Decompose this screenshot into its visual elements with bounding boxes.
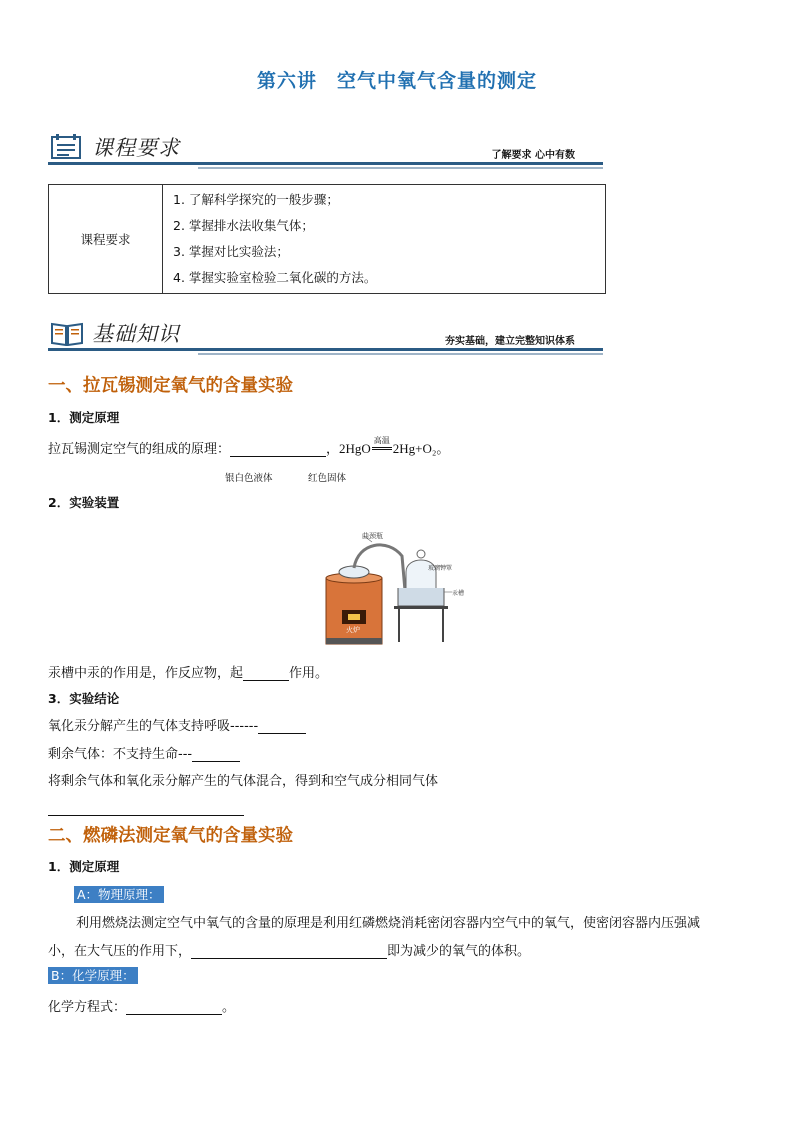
physics-principle-label: A：物理原理： — [74, 885, 164, 903]
mercury-text-end: 作用。 — [289, 666, 329, 681]
fill-blank — [230, 456, 326, 457]
label-trough: 汞槽 — [452, 590, 465, 597]
equation-condition: 高温 — [373, 436, 390, 445]
physics-text-end: 即为减少的氧气的体积。 — [387, 944, 531, 959]
chemical-equation-line — [48, 996, 235, 1015]
subheading: 1．测定原理 — [48, 859, 120, 874]
book-icon — [50, 320, 84, 346]
requirement-item: 4. 掌握实验室检验二氧化碳的方法。 — [173, 270, 377, 285]
lavoisier-apparatus-diagram — [318, 532, 470, 650]
conclusion-line — [48, 743, 240, 762]
requirement-item: 1. 了解科学探究的一般步骤； — [173, 192, 339, 207]
subheading: 3．实验结论 — [48, 691, 120, 706]
equation-right: 2Hg+O₂。 — [392, 441, 450, 456]
fill-blank — [48, 815, 244, 816]
banner-title: 基础知识 — [92, 322, 180, 346]
banner-divider-thin — [198, 167, 603, 169]
course-requirements-banner — [48, 132, 603, 172]
equation-left: ，2HgO — [326, 441, 371, 456]
banner-subtitle: 夯实基础，建立完整知识体系 — [445, 336, 575, 347]
page-title: 第六讲 空气中氧气含量的测定 — [256, 70, 537, 92]
banner-divider — [48, 348, 603, 351]
label-bell-jar: 玻璃钟罩 — [428, 565, 453, 572]
physics-text: 小，在大气压的作用下， — [48, 944, 192, 959]
banner-title: 课程要求 — [92, 136, 180, 160]
label-furnace: 火炉 — [346, 626, 360, 634]
fill-blank — [126, 1014, 222, 1015]
requirements-table — [48, 184, 606, 294]
fill-blank — [258, 733, 306, 734]
mercury-role-line — [48, 662, 328, 681]
principle-text: 拉瓦锡测定空气的组成的原理： — [48, 442, 231, 457]
label-silver: 银白色液体 — [225, 473, 273, 484]
requirement-item: 3. 掌握对比实验法； — [173, 244, 289, 259]
chem-text: 化学方程式： — [48, 1000, 127, 1015]
chemical-principle-label: B：化学原理： — [48, 966, 138, 984]
conclusion-text: 将剩余气体和氧化汞分解产生的气体混合，得到和空气成分相同气体 — [48, 774, 439, 789]
principle-line — [48, 438, 449, 457]
requirements-header: 课程要求 — [49, 185, 163, 294]
basic-knowledge-banner — [48, 318, 603, 358]
section-heading: 二、燃磷法测定氧气的含量实验 — [48, 826, 293, 846]
fill-blank — [243, 680, 289, 681]
physics-principle-text: 利用燃烧法测定空气中氧气的含量的原理是利用红磷燃烧消耗密闭容器内空气中的氧气，使密闭容器内压强减 — [76, 916, 701, 931]
requirement-item: 2. 掌握排水法收集气体； — [173, 218, 314, 233]
label-red: 红色固体 — [308, 473, 347, 484]
fill-blank — [191, 958, 387, 959]
banner-subtitle: 了解要求 心中有数 — [491, 150, 575, 161]
fill-blank — [192, 761, 240, 762]
label-retort: 曲颈瓶 — [362, 532, 383, 540]
banner-divider — [48, 162, 603, 165]
conclusion-line — [48, 715, 306, 734]
banner-divider-thin — [198, 353, 603, 355]
physics-principle-line — [48, 940, 530, 959]
subheading: 1．测定原理 — [48, 410, 120, 425]
chem-text-end: 。 — [222, 1000, 236, 1015]
section-heading: 一、拉瓦锡测定氧气的含量实验 — [48, 376, 293, 396]
equation-arrow — [371, 436, 393, 457]
conclusion-text: 氧化汞分解产生的气体支持呼吸------ — [48, 719, 259, 734]
conclusion-text: 剩余气体：不支持生命--- — [48, 747, 193, 762]
checklist-icon — [50, 134, 84, 160]
mercury-text: 汞槽中汞的作用是，作反应物，起 — [48, 666, 244, 681]
requirements-list — [163, 185, 606, 294]
subheading: 2．实验装置 — [48, 495, 120, 510]
